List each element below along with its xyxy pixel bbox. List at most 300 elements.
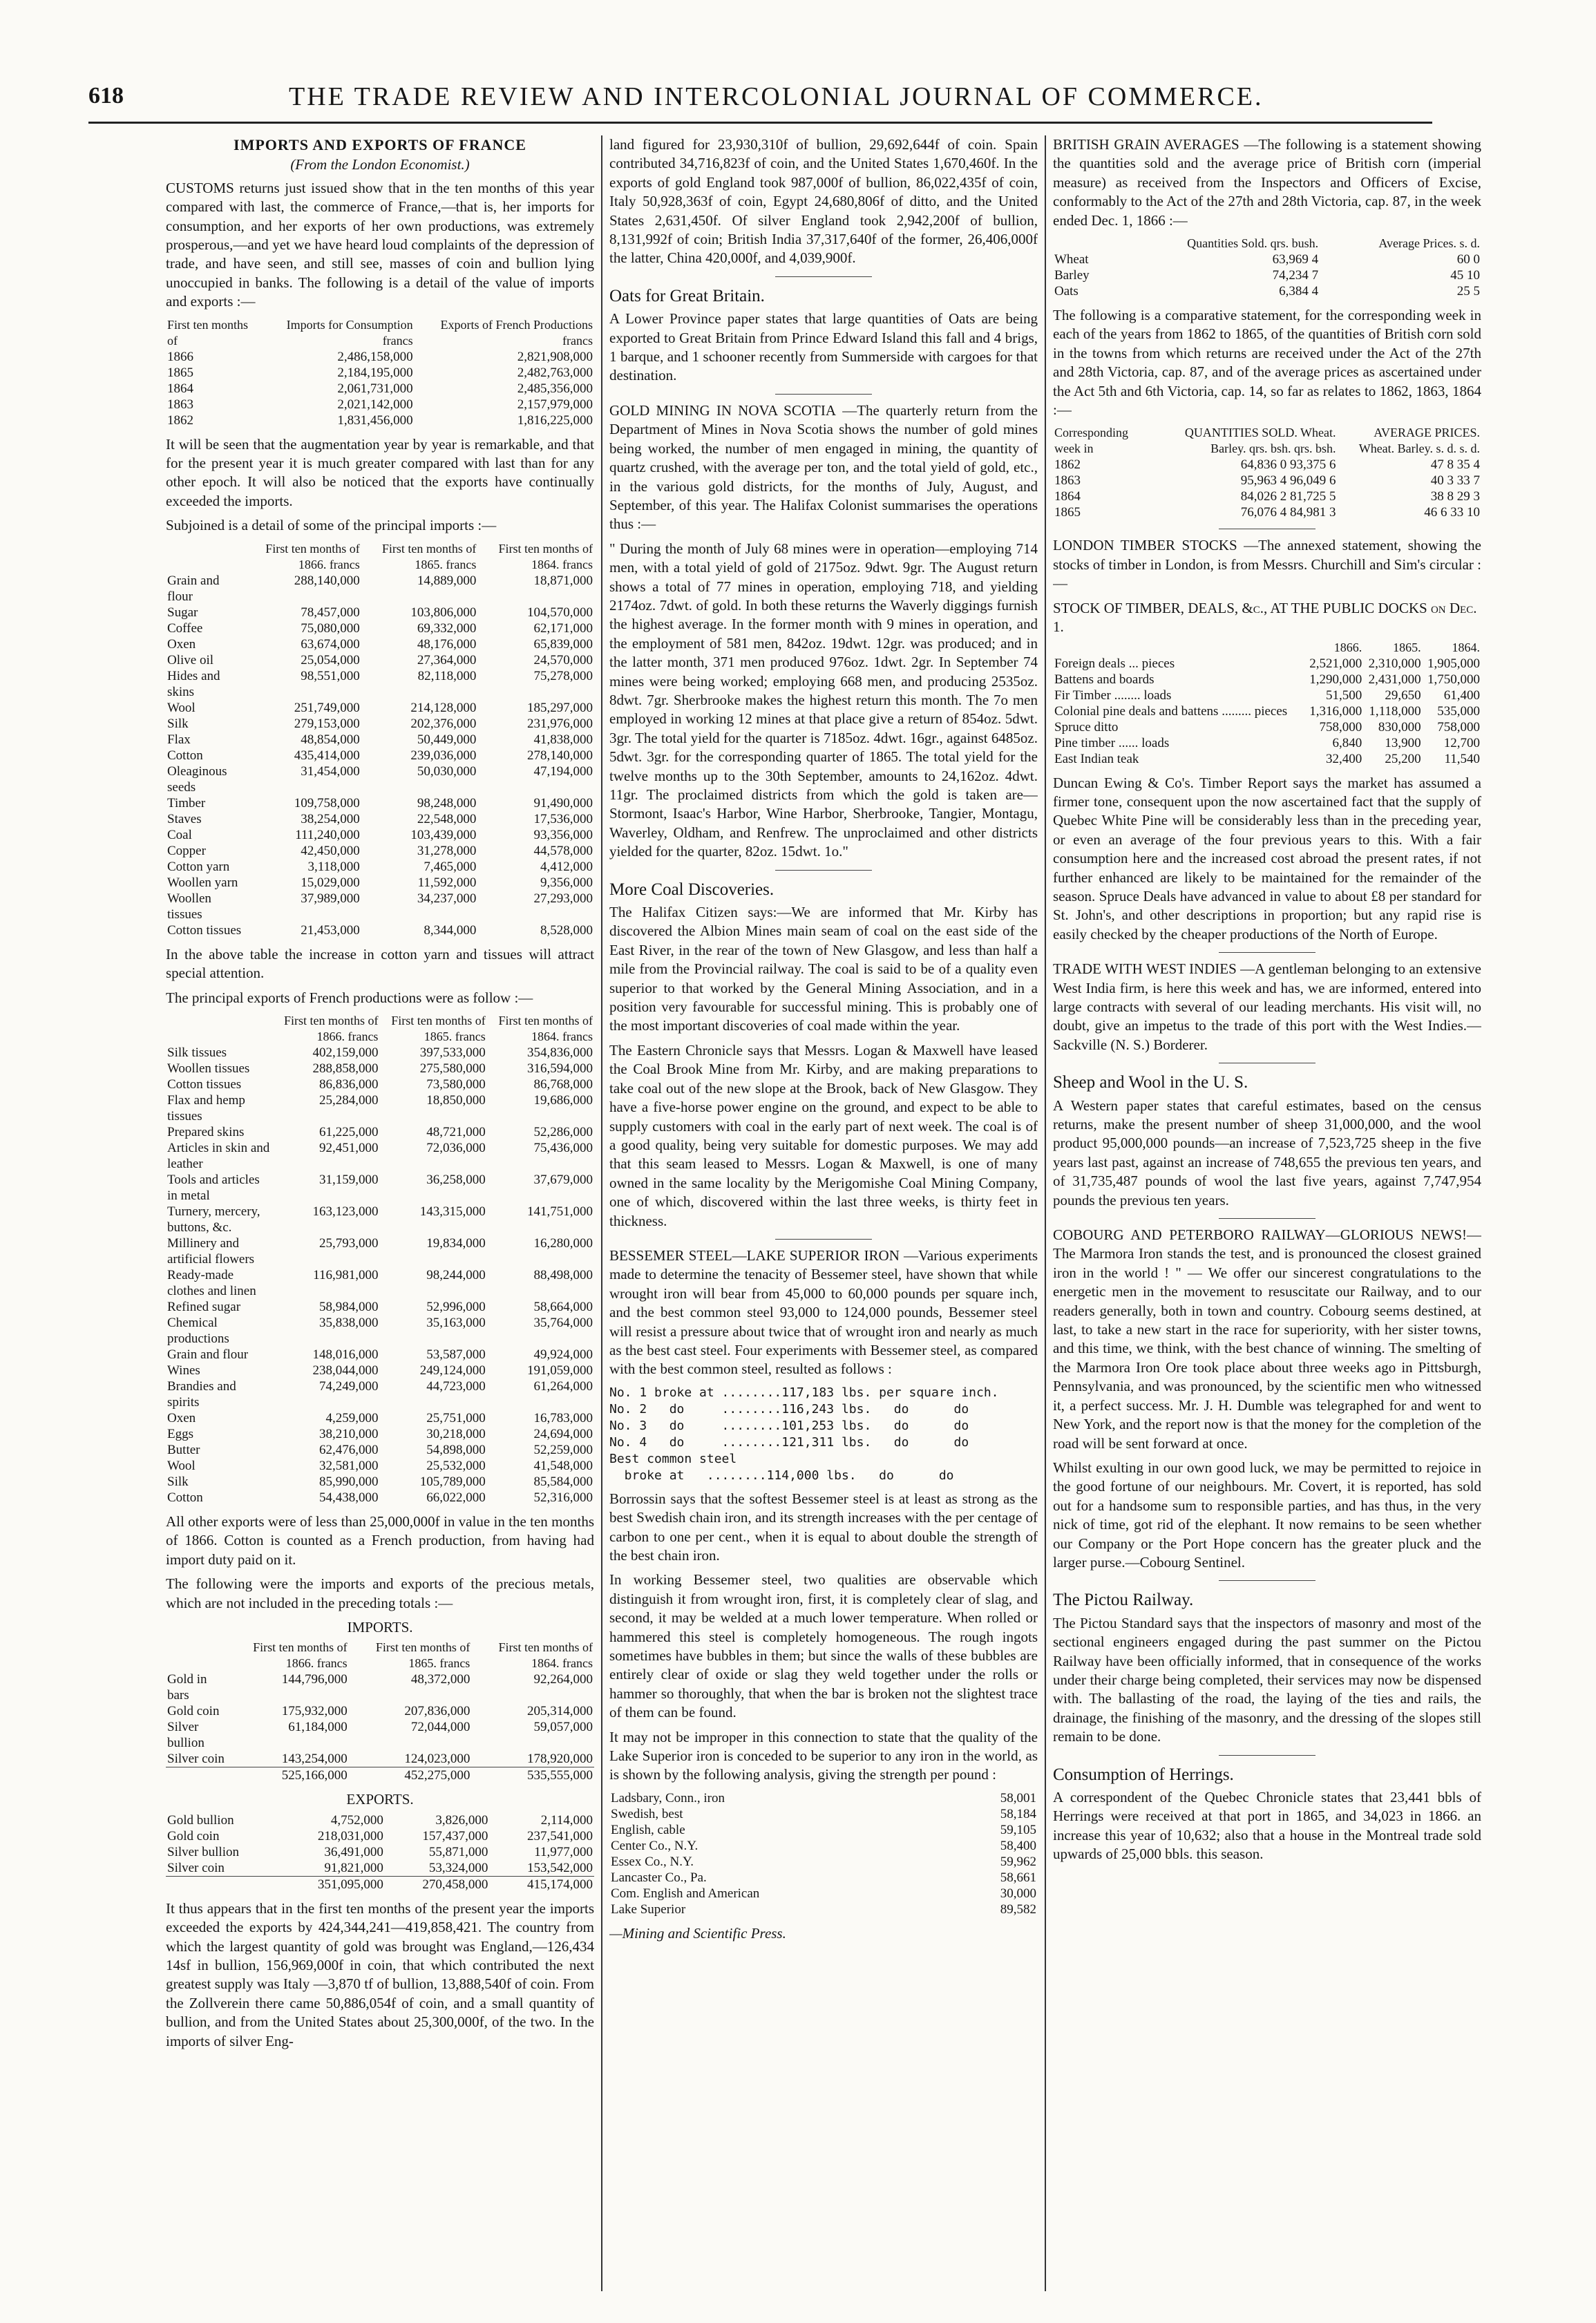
table-cell: Refined sugar [167,1299,241,1314]
article-paragraph: All other exports were of less than 25,000,000f in value in the ten months of 1866. Cotton is counted as a French production, from having had import duty paid on it. [166,1513,594,1568]
column-divider [1045,135,1046,2291]
table-cell: Cotton tissues [167,922,242,938]
table-cell: 75,080,000 [301,620,360,636]
table-cell: 2,114,000 [540,1812,593,1828]
table-cell: 25 5 [1456,284,1480,299]
table-cell: 18,871,000 [533,573,593,588]
table-cell: Gold coin [167,1828,220,1843]
table-cell: 105,789,000 [419,1474,486,1489]
article-paragraph: The principal exports of French productions were as follow :— [166,989,533,1006]
table-cell: Coffee [167,620,203,636]
table-cell: Fir Timber ........ loads [1054,688,1172,703]
table-row [166,1671,594,1703]
table-cell: 18,850,000 [426,1092,486,1108]
table-cell: 25,284,000 [319,1092,379,1108]
table-cell: 103,806,000 [410,605,477,620]
table-cell: 207,836,000 [404,1704,471,1719]
table-row [1053,267,1481,283]
table-cell: 40 3 33 7 [1430,473,1480,489]
table-row [166,1426,594,1442]
table-cell: 239,036,000 [410,748,477,763]
table-cell: 84,026 2 81,725 5 [1240,489,1336,504]
table-cell: 25,054,000 [301,652,360,667]
column-header: Imports for Consumption francs [286,317,413,348]
table-cell: 6,384 4 [1279,284,1319,299]
table-cell: Millinery and artificial flowers [167,1235,255,1267]
table-row [1053,656,1481,672]
table-cell: Wool [167,700,196,715]
article-paragraph: Duncan Ewing & Co's. Timber Report says the market has assumed a firmer tone, consequent upon the now ascertained fact that the supply of Quebec White Pine will be considerably less than in the preceding year, or even an average of the four previous years to this. With a fair consumption here and the increased cost abroad the present rates, if not further enhanced are likely to be maintained for the remainder of the season. Spruce Deals have advanced in value to about £8 per standard for St. John's, and other descriptions in proportion; but any rapid rise is easily checked by the cheaper productions of the North of Europe. [1053,774,1481,942]
table-cell: Grain and flour [167,573,220,604]
table-row [1053,473,1481,489]
table-cell: 758,000 [1437,719,1480,734]
article-paragraph: It may not be improper in this connection to state that the quality of the Lake Superior iron is conceded to be superior to any iron in the world, as is shown by the following analysis, giving the strength per pound : [609,1728,1038,1783]
table-cell: 25,200 [1385,751,1421,766]
table-cell: 34,237,000 [417,891,477,906]
article-paragraph [1053,135,1481,230]
column-header: First ten months of 1864. francs [498,1013,593,1043]
table-row [609,1886,1038,1902]
table-cell: 48,176,000 [417,636,477,652]
table-cell: 351,095,000 [317,1877,383,1892]
page-number: 618 [88,83,124,108]
table-cell: 1,316,000 [1309,703,1362,719]
table-cell: Com. English and American [611,1886,760,1901]
column-header: First ten months of 1864. francs [498,541,593,571]
table-cell: 37,989,000 [301,891,360,906]
table-row [166,1378,594,1410]
table-cell: 75,436,000 [533,1140,593,1155]
table-cell: 88,498,000 [533,1267,593,1282]
table-cell: 4,412,000 [540,859,593,874]
table-row [166,795,594,811]
table-cell: 35,838,000 [319,1315,379,1330]
paragraph-text: —A gentleman belonging to an extensive West India firm, is here this week and has, we are informed, entered into large contracts with several of our leading merchants. His visit will, no doubt, give an impetus to the trade of this port with the West Indies.—Sackville (N. S.) Borderer. [1053,960,1481,1053]
table-cell: 54,438,000 [319,1490,379,1505]
table-cell: 74,249,000 [319,1378,379,1394]
table-cell: 2,310,000 [1368,656,1421,671]
table-cell: 58,661 [1000,1870,1036,1885]
table-row [166,1315,594,1347]
article-paragraph: Subjoined is a detail of some of the principal imports :— [166,517,497,534]
table-cell: 202,376,000 [410,716,477,731]
table-cell: 38,210,000 [319,1426,379,1441]
table-row [166,891,594,922]
table-cell: 30,000 [1000,1886,1036,1901]
table-row [166,764,594,795]
table-cell: 52,316,000 [533,1490,593,1505]
table-cell: 3,118,000 [307,859,360,874]
table-cell: Turnery, mercery, buttons, &c. [167,1204,260,1235]
table-row [166,1172,594,1204]
table-cell: 53,324,000 [428,1860,488,1875]
table-cell: 49,924,000 [533,1347,593,1362]
table-cell: 278,140,000 [527,748,593,763]
column-header [166,1640,226,1671]
article-paragraph: land figured for 23,930,310f of bullion, 29,692,644f of coin. Spain contributed 34,716,823f of coin, and the United States 1,670,460f. In the exports of gold England took 987,000f of bullion, 86,022,435f of coin, Italy 50,928,363f of coin, Egypt 24,680,806f of ditto, and the United States 2,631,450f. Of silver England took 2,942,200f of bullion, 8,131,992f of coin; British India 37,317,640f of the former, 26,406,000f the latter, China 420,000f, and 4,039,900f. [609,136,1038,267]
table-cell: 25,532,000 [426,1458,486,1473]
header-rule [88,122,1432,124]
column-header: First ten months of 1864. francs [498,1640,593,1671]
table-cell: Olive oil [167,652,214,667]
table-cell: 2,482,763,000 [517,365,593,380]
article-paragraph [1053,1226,1481,1453]
article-paragraph: The following is a comparative statement, for the corresponding week in each of the years from 1862 to 1865, of the quantities of British corn sold in the towns from which returns are received under the Act of the 27th and 28th Victoria, cap. 87, and of the average prices as ascertained under the Act 5th and 6th Victoria, cap. 14, so far as relates to 1862, 1863, 1864 :— [1053,307,1481,419]
table-cell: 251,749,000 [294,700,360,715]
table-cell: 61,400 [1443,688,1480,703]
table-cell: 27,364,000 [417,652,477,667]
table-cell: 35,163,000 [426,1315,486,1330]
article-paragraph: The following were the imports and exports of the precious metals, which are not included in the preceding totals :— [166,1575,594,1611]
table-cell: 288,140,000 [294,573,360,588]
table-cell: 95,963 4 96,049 6 [1240,473,1336,489]
iron-strength-table [609,1790,1038,1917]
column-header: Corresponding week in [1054,426,1128,456]
table-row [166,1860,594,1877]
table-cell: 58,984,000 [319,1299,379,1314]
table-cell: 58,184 [1000,1806,1036,1821]
table-row [609,1790,1038,1806]
column-header: First ten months of 1866. francs [253,1640,348,1671]
table-row [166,1235,594,1267]
table-cell: 111,240,000 [295,827,360,842]
table-cell: 55,871,000 [428,1844,488,1859]
table-cell: Pine timber ...... loads [1054,735,1170,750]
table-row [609,1822,1038,1838]
table-cell: 9,356,000 [540,875,593,890]
table-cell: English, cable [611,1822,685,1837]
separator-rule [1219,1580,1315,1581]
imports-label: IMPORTS. [347,1618,413,1635]
paragraph-text: —The annexed statement, showing the stocks of timber in London, is from Messrs. Churchill and Sim's circular :— [1053,537,1481,592]
table-row [166,748,594,764]
table-cell: 275,580,000 [419,1061,486,1076]
table-cell: 452,275,000 [404,1768,471,1783]
table-cell: 178,920,000 [527,1752,593,1767]
table-row [166,652,594,668]
section-heading: Oats for Great Britain. [609,286,765,305]
table-row [166,732,594,748]
table-cell: Silk tissues [167,1045,227,1060]
section-heading: Sheep and Wool in the U. S. [1053,1073,1248,1092]
table-cell: 1865 [167,365,193,380]
table-cell: 37,679,000 [533,1172,593,1187]
table-row [1053,504,1481,520]
table-row [166,1204,594,1235]
table-cell: Flax [167,732,191,747]
table-cell: 2,821,908,000 [517,349,593,364]
table-cell: 32,400 [1326,751,1362,766]
table-row [166,1363,594,1378]
table-cell: Woollen tissues [167,891,211,922]
table-cell: 35,764,000 [533,1315,593,1330]
table-row [166,1828,594,1844]
table-cell: 25,793,000 [319,1235,379,1251]
table-cell: 11,977,000 [534,1844,593,1859]
table-row [166,1347,594,1363]
table-cell: 1,290,000 [1309,672,1362,687]
table-row [166,1124,594,1140]
table-cell: 218,031,000 [317,1828,383,1843]
table-cell: 91,821,000 [324,1860,383,1875]
table-cell: 44,723,000 [426,1378,486,1394]
table-cell: 38,254,000 [301,811,360,826]
article-paragraph: It thus appears that in the first ten months of the present year the imports exceeded the exports by 424,344,241—419,858,421. The country from which the largest quantity of gold was brought was England,—126,434 14sf in bullion, 156,969,000f in coin, that which contributed the next greatest supply was Italy —3,870 tf of bullion, 13,888,540f of coin. From the Zollverein there came 50,886,054f of coin, and a small quantity of bullion, and from the United States about 25,300,000f, of the two. In the imports of silver Eng- [166,1899,594,2049]
table-cell: 15,029,000 [301,875,360,890]
table-cell: Gold in bars [167,1672,207,1703]
table-row [166,1299,594,1315]
separator-rule [1219,952,1315,953]
table-cell: Woollen tissues [167,1061,250,1076]
table-row [166,859,594,875]
timber-stocks-table [1053,640,1481,767]
table-cell: 32,581,000 [319,1458,379,1473]
table-cell: 237,541,000 [527,1828,593,1843]
article-paragraph: A correspondent of the Quebec Chronicle states that 23,441 bbls of Herrings were received at that port in 1865, and 34,023 in 1866. an increase this year of 10,632; also that a house in the Montreal trade sold upwards of 25,000 bbls. this season. [1053,1789,1481,1863]
table-cell: 124,023,000 [404,1752,471,1767]
table-cell: 11,540 [1444,751,1480,766]
table-row [166,1458,594,1474]
table-cell: Prepared skins [167,1124,245,1139]
article-paragraph [1053,960,1481,1054]
separator-rule [775,276,872,277]
table-cell: Coal [167,827,192,842]
table-row [166,811,594,827]
column-header [1053,236,1112,252]
table-cell: 59,057,000 [533,1720,593,1735]
table-cell: 59,105 [1000,1822,1036,1837]
table-cell: 4,752,000 [330,1812,383,1828]
table-cell: 48,372,000 [410,1672,471,1687]
table-cell: Barley [1054,268,1090,283]
table-cell: Gold bullion [167,1812,234,1828]
section-heading: Consumption of Herrings. [1053,1765,1234,1784]
article-paragraph: It will be seen that the augmentation year by year is remarkable, and that for the present year it is much greater compared with last than for any other epoch. It will also be noticed that the exports have continually exceeded the imports. [166,435,594,509]
table-cell: Oxen [167,636,196,652]
table-cell: Battens and boards [1054,672,1155,687]
table-cell: 93,356,000 [533,827,593,842]
table-cell: 60 0 [1456,252,1480,267]
table-cell: 41,548,000 [533,1458,593,1473]
table-cell: 144,796,000 [281,1672,348,1687]
table-row [166,716,594,732]
table-row [166,620,594,636]
table-cell: Silver coin [167,1860,225,1875]
article-paragraph: In the above table the increase in cotton yarn and tissues will attract special attention. [166,945,594,982]
table-cell: 2,021,142,000 [337,397,413,412]
table-cell: 98,244,000 [426,1267,486,1282]
table-cell: 52,286,000 [533,1124,593,1139]
table-cell: 535,000 [1437,703,1480,719]
table-total-row [166,1767,594,1784]
table-cell: Center Co., N.Y. [611,1838,699,1853]
table-cell: Staves [167,811,202,826]
table-row [609,1870,1038,1886]
table-cell: Lake Superior [611,1902,686,1917]
table-row [1053,688,1481,703]
table-cell: 52,259,000 [533,1442,593,1457]
table-cell: Wines [167,1363,200,1378]
table-cell: 16,280,000 [533,1235,593,1251]
column-header: First ten months of [167,317,249,348]
column-header: Average Prices. s. d. [1378,236,1480,251]
article-paragraph: Whilst exulting in our own good luck, we may be permitted to rejoice in the good fortune of our neighbours. Mr. Covert, it is reported, has sold out for a handsome sum to responsible parties, and has thus, in the very nick of time, got rid of the elephant. It now remains to be seen whether our Company or the Port Hope concern has the greater pluck and the larger purse.—Cobourg Sentinel. [1053,1459,1481,1571]
table-cell: 11,592,000 [417,875,477,890]
table-cell: 42,450,000 [301,843,360,858]
table-cell: 58,001 [1000,1790,1036,1805]
steel-test-list: No. 1 broke at ........117,183 lbs. per square inch. No. 2 do ........116,243 lbs. do do No. 3 do ........101,253 lbs. do do No. 4 do ........121,311 lbs. do do Best common steel broke at ........114,000 lbs. do do [609,1385,999,1483]
table-cell: 1864 [1054,489,1081,504]
table-cell: Ready-made clothes and linen [167,1267,256,1298]
paragraph-text: —The quarterly return from the Department of Mines in Nova Scotia shows the number of gold mines being worked, the number of men engaged in mining, the quantity of quartz crushed, with the average per ton, and the total yield of gold, etc., in the various gold districts, for the months of July, August, and September, of this year. The Halifax Colonist summarises the operations thus :— [609,401,1038,533]
table-cell: Swedish, best [611,1806,683,1821]
table-cell: 76,076 4 84,981 3 [1240,505,1336,520]
table-row [166,381,594,397]
table-cell: 830,000 [1378,719,1421,734]
table-cell: 38 8 29 3 [1430,489,1480,504]
table-row [166,827,594,843]
table-cell: 48,721,000 [426,1124,486,1139]
column-header: First ten months of 1865. francs [391,1013,486,1043]
table-cell: 288,858,000 [312,1061,379,1076]
running-title: THE TRADE REVIEW AND INTERCOLONIAL JOURNAL OF COMMERCE. [289,82,1264,111]
table-cell: 14,889,000 [417,573,477,588]
table-cell: Cotton tissues [167,1077,242,1092]
table-cell: 30,218,000 [426,1426,486,1441]
run-in-heading: TRADE WITH WEST INDIES [1053,960,1237,978]
column-header [1053,640,1304,656]
table-row [1053,672,1481,688]
table-cell: 249,124,000 [419,1363,486,1378]
table-cell: Timber [167,795,206,810]
table-cell: 62,171,000 [533,620,593,636]
table-cell: 185,297,000 [527,700,593,715]
table-cell: 85,584,000 [533,1474,593,1489]
table-row [166,365,594,381]
table-cell: 1866 [167,349,193,364]
table-cell: 214,128,000 [410,700,477,715]
table-cell: 61,264,000 [533,1378,593,1394]
table-cell: Silver coin [167,1752,225,1767]
table-cell: 52,996,000 [426,1299,486,1314]
table-row [166,1267,594,1299]
grain-comparison-table [1053,425,1481,520]
table-cell: 231,976,000 [527,716,593,731]
table-cell: 36,491,000 [324,1844,383,1859]
table-cell: Chemical productions [167,1315,229,1346]
table-cell: 73,580,000 [426,1077,486,1092]
section-heading: More Coal Discoveries. [609,880,775,899]
table-row [166,1751,594,1767]
table-cell: 2,184,195,000 [337,365,413,380]
table-row [166,1410,594,1426]
table-cell: 1,816,225,000 [517,413,593,428]
table-cell: 17,536,000 [533,811,593,826]
table-row [166,1442,594,1458]
table-cell: 1862 [1054,457,1081,473]
table-cell: 435,414,000 [294,748,360,763]
table-cell: 27,293,000 [533,891,593,906]
table-cell: 402,159,000 [312,1045,379,1060]
table-cell: 205,314,000 [527,1704,593,1719]
table-cell: 51,500 [1326,688,1362,703]
article-paragraph: The Halifax Citizen says:—We are informed that Mr. Kirby has discovered the Albion Mines main seam of coal on the east side of the East River, in the rear of the town of New Glasgow, and less than half a mile from the Provincial railway. The coal is said to be of a quality even superior to that worked by the General Mining Association, and in a position very favourable for successful mining. This is probably one of the most important discoveries of coal made within the year. [609,904,1038,1034]
table-cell: Wool [167,1458,196,1473]
table-row [166,700,594,716]
table-row [1053,703,1481,719]
table-cell: 24,570,000 [533,652,593,667]
table-cell: 44,578,000 [533,843,593,858]
table-cell [166,1876,280,1893]
article-title: IMPORTS AND EXPORTS OF FRANCE [234,136,526,153]
run-in-heading: BRITISH GRAIN AVERAGES [1053,136,1239,153]
table-cell: 92,451,000 [319,1140,379,1155]
table-cell: 47,194,000 [533,764,593,779]
separator-rule [775,394,872,395]
table-cell: 19,834,000 [426,1235,486,1251]
table-cell: 78,457,000 [301,605,360,620]
table-cell: 3,826,000 [435,1812,488,1828]
table-cell: 31,278,000 [417,843,477,858]
table-cell: 1865 [1054,505,1081,520]
separator-rule [775,870,872,871]
column-header: First ten months of 1865. francs [375,1640,471,1671]
column-header: QUANTITIES SOLD. Wheat. Barley. qrs. bsh. qrs. bsh. [1184,426,1336,456]
table-cell: Gold coin [167,1704,220,1719]
table-row [166,1844,594,1860]
table-row [166,922,594,938]
table-cell: 89,582 [1000,1902,1036,1917]
table-cell: Woollen yarn [167,875,238,890]
table-cell: 143,254,000 [281,1752,348,1767]
table-cell: 1863 [1054,473,1081,489]
table-cell: 45 10 [1450,268,1480,283]
table-cell: 141,751,000 [527,1204,593,1219]
table-cell: 143,315,000 [419,1204,486,1219]
page-header [88,82,1429,116]
table-cell: 50,449,000 [417,732,477,747]
table-total-row [166,1876,594,1893]
table-cell: 148,016,000 [312,1347,379,1362]
precious-metal-imports-table [166,1640,594,1783]
table-cell: 7,465,000 [424,859,477,874]
grain-averages-table [1053,236,1481,299]
table-cell: 75,278,000 [533,668,593,683]
table-cell: 47 8 35 4 [1430,457,1480,473]
table-cell: Sugar [167,605,198,620]
table-cell: 91,490,000 [533,795,593,810]
table-cell: 66,022,000 [426,1490,486,1505]
table-cell: 31,454,000 [301,764,360,779]
separator-rule [775,1239,872,1240]
column-header: First ten months of 1866. francs [265,541,360,571]
table-cell: 92,264,000 [533,1672,593,1687]
table-cell: 50,030,000 [417,764,477,779]
table-cell: 279,153,000 [294,716,360,731]
table-cell: 86,768,000 [533,1077,593,1092]
table-cell: Cotton [167,1490,203,1505]
table-caption: STOCK OF TIMBER, DEALS, &c., AT THE PUBLIC DOCKS on Dec. 1. [1053,599,1477,636]
table-cell: Oxen [167,1410,196,1425]
table-cell: Hides and skins [167,668,220,699]
table-cell: 397,533,000 [419,1045,486,1060]
run-in-heading: COBOURG AND PETERBORO RAILWAY—GLORIOUS NEWS! [1053,1226,1467,1244]
table-row [166,413,594,428]
table-cell: 58,664,000 [533,1299,593,1314]
principal-exports-table [166,1013,594,1506]
table-row [166,1140,594,1172]
precious-metal-exports-table [166,1812,594,1893]
